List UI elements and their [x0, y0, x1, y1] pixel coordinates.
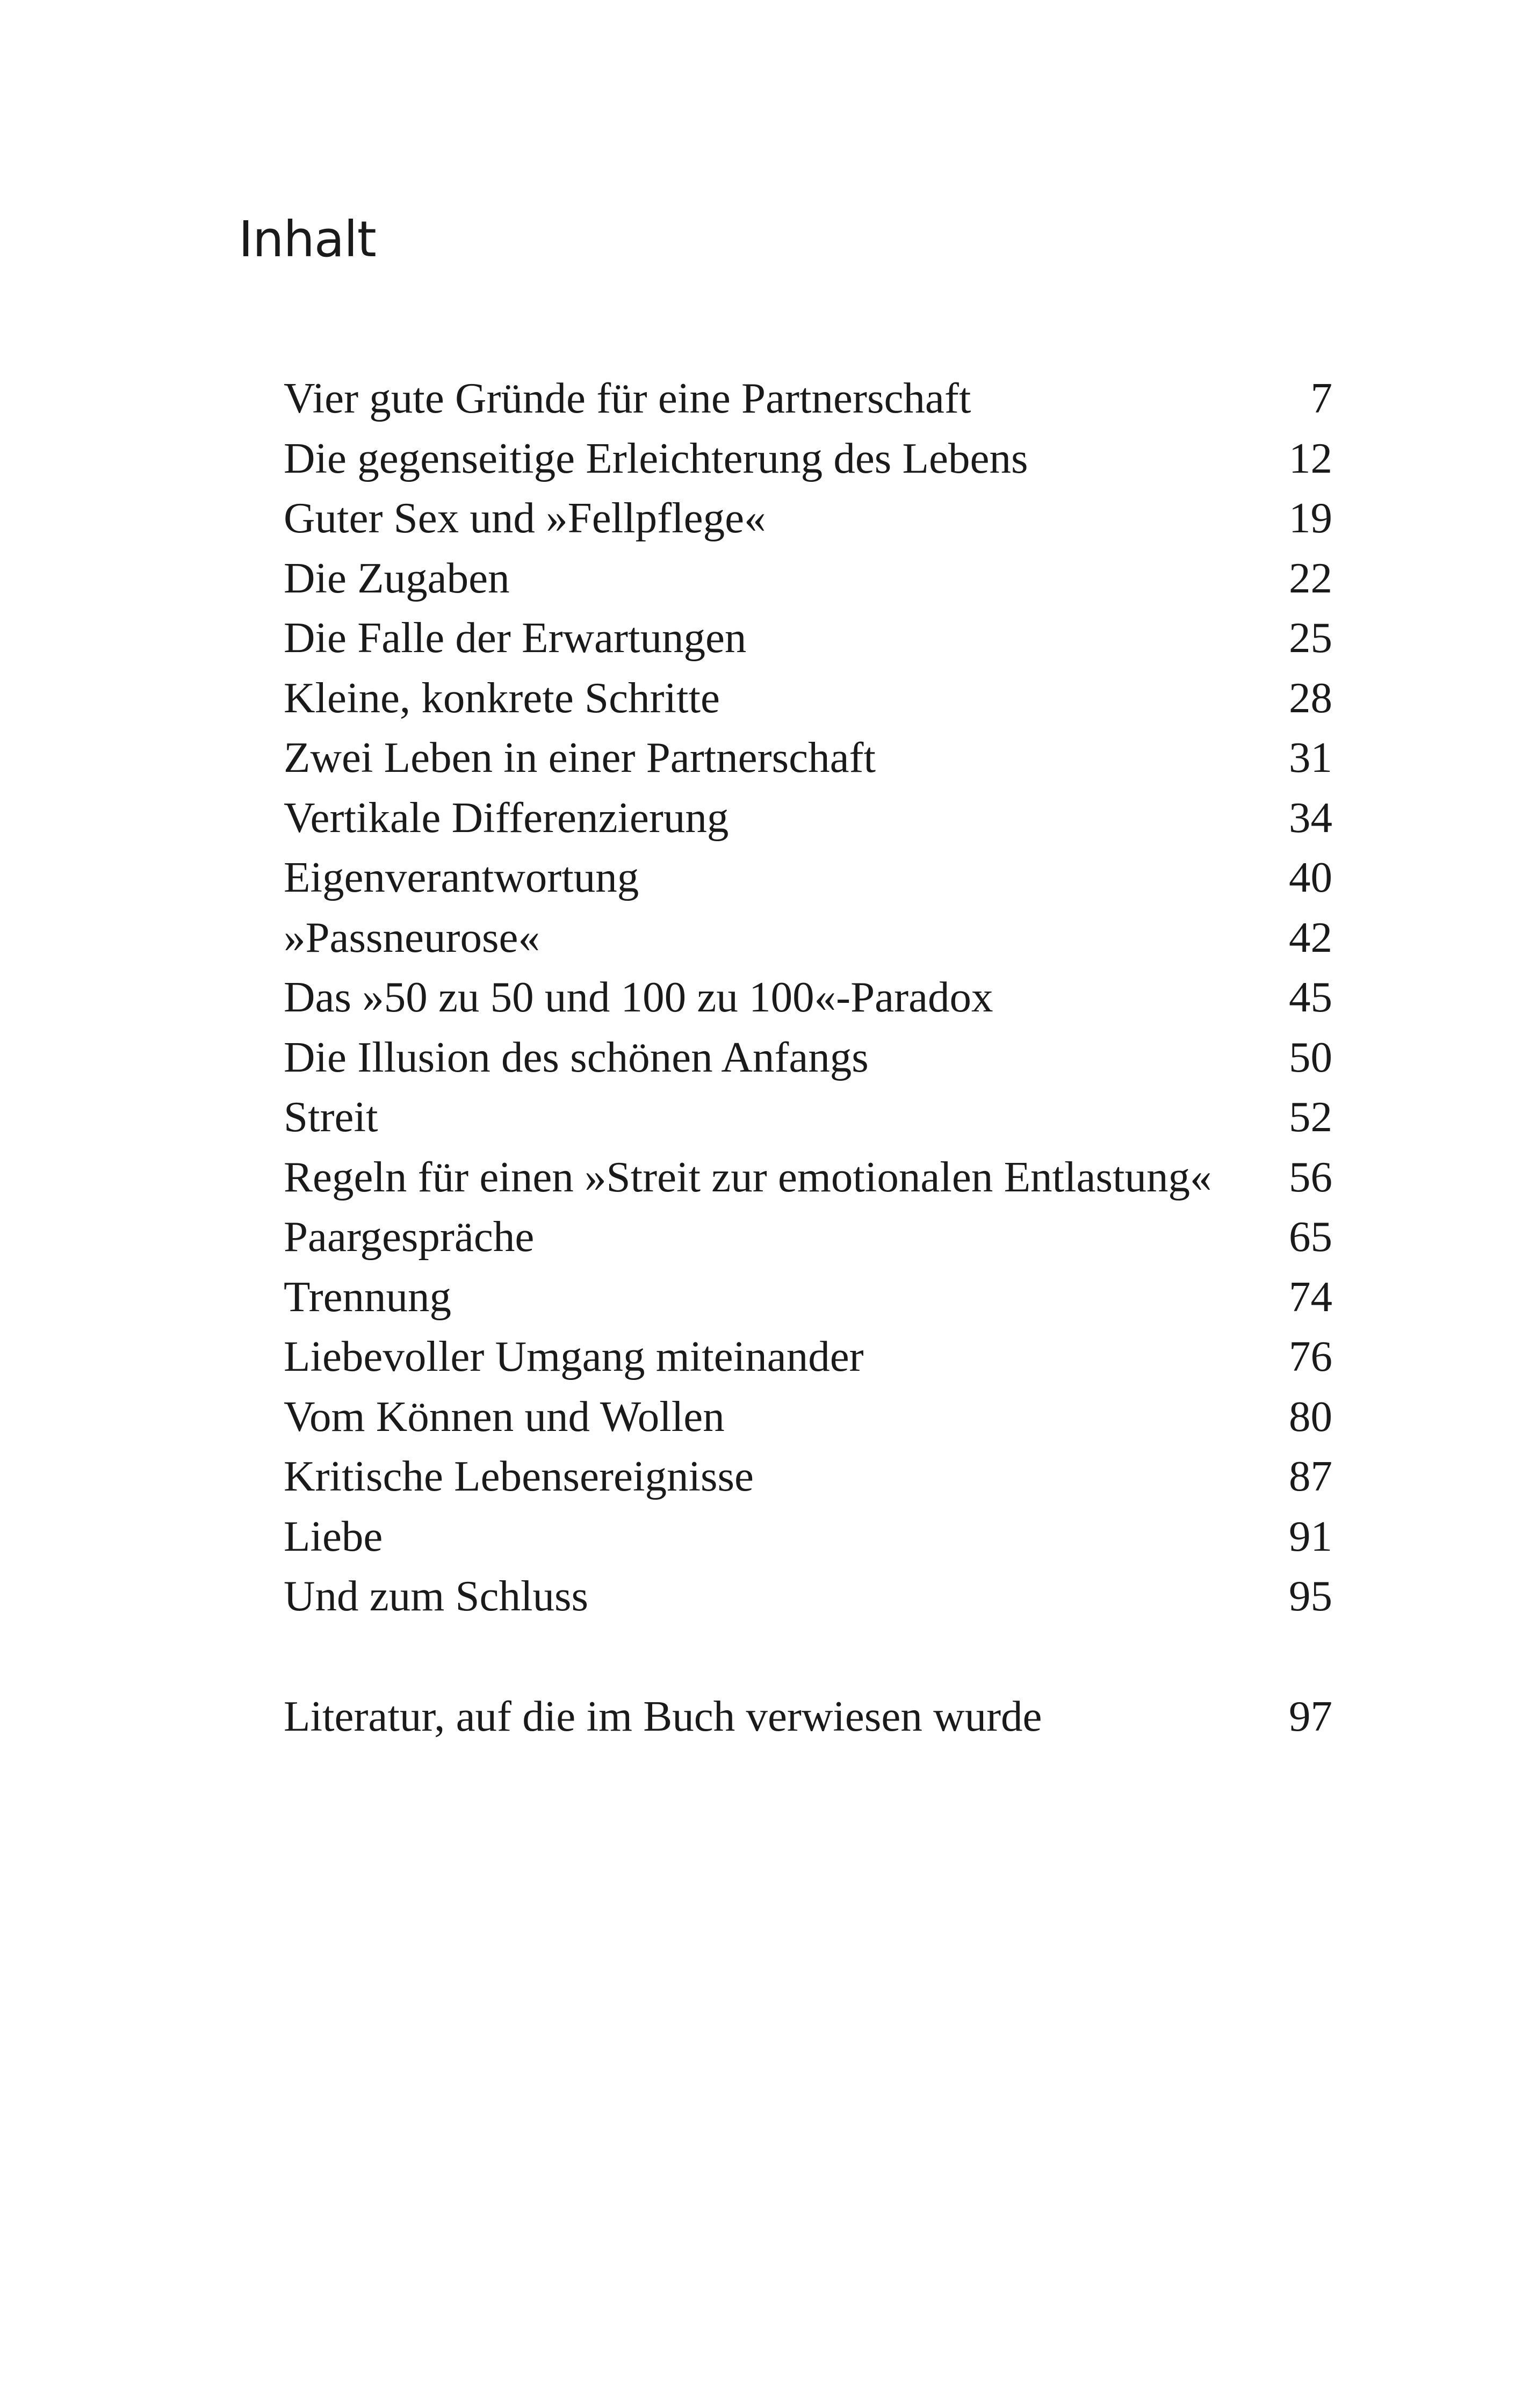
toc-entry-page: 31 — [1289, 733, 1332, 782]
toc-entry — [284, 608, 1332, 668]
toc-entry — [284, 967, 1332, 1028]
toc-entry-title: Liebevoller Umgang miteinander — [284, 1332, 864, 1380]
toc-entry-page: 87 — [1289, 1452, 1332, 1500]
toc-entry-title: Trennung — [284, 1272, 452, 1321]
toc-entry — [284, 548, 1332, 609]
toc-spacer — [284, 1626, 1332, 1687]
toc-entry-title: Vom Können und Wollen — [284, 1392, 725, 1441]
toc-entry — [284, 1147, 1332, 1207]
toc-entry-title: Und zum Schluss — [284, 1572, 588, 1620]
toc-entry-page: 97 — [1289, 1691, 1332, 1740]
toc-entry — [284, 1507, 1332, 1567]
toc-entry-page: 7 — [1310, 374, 1332, 422]
toc-entry-title: Kritische Lebensereignisse — [284, 1452, 754, 1500]
toc-entry-page: 22 — [1289, 553, 1332, 602]
toc-entry-page: 56 — [1289, 1152, 1332, 1201]
toc-entry-page: 50 — [1289, 1032, 1332, 1081]
toc-entry-page: 65 — [1289, 1212, 1332, 1261]
toc-entry-page: 28 — [1289, 673, 1332, 722]
toc-entry — [284, 788, 1332, 848]
toc-entry-page: 42 — [1289, 913, 1332, 961]
toc-entry-title: Vier gute Gründe für eine Partnerschaft — [284, 374, 971, 422]
toc-entry — [284, 1327, 1332, 1387]
table-of-contents — [284, 368, 1332, 1746]
toc-entry — [284, 1207, 1332, 1267]
toc-entry — [284, 1087, 1332, 1147]
toc-entry — [284, 668, 1332, 728]
toc-entry — [284, 1028, 1332, 1088]
toc-entry-title: Regeln für einen »Streit zur emotionalen Entlastung« — [284, 1152, 1212, 1201]
toc-entry-page: 34 — [1289, 793, 1332, 842]
toc-entry-page: 76 — [1289, 1332, 1332, 1380]
toc-entry — [284, 1566, 1332, 1626]
toc-entry-title: Paargespräche — [284, 1212, 535, 1261]
toc-entry-page: 91 — [1289, 1512, 1332, 1560]
toc-entry — [284, 728, 1332, 788]
toc-appendix-entry — [284, 1687, 1332, 1747]
toc-entry — [284, 368, 1332, 429]
toc-entry-title: Streit — [284, 1093, 378, 1141]
toc-entry-page: 80 — [1289, 1392, 1332, 1441]
toc-entry-title: Guter Sex und »Fellpflege« — [284, 494, 766, 542]
toc-entry — [284, 1447, 1332, 1507]
toc-entry — [284, 848, 1332, 908]
toc-entry-title: Die Zugaben — [284, 553, 510, 602]
toc-entry-page: 52 — [1289, 1093, 1332, 1141]
toc-entry-title: Zwei Leben in einer Partnerschaft — [284, 733, 876, 782]
toc-entry — [284, 488, 1332, 548]
toc-entry-title: Das »50 zu 50 und 100 zu 100«-Paradox — [284, 973, 993, 1021]
toc-entry-page: 74 — [1289, 1272, 1332, 1321]
toc-entry — [284, 1267, 1332, 1327]
page-title: Inhalt — [239, 211, 376, 268]
toc-entry-title: Die Falle der Erwartungen — [284, 613, 747, 662]
toc-entry-page: 40 — [1289, 853, 1332, 901]
toc-entry-title: Liebe — [284, 1512, 383, 1560]
toc-entry-title: Die Illusion des schönen Anfangs — [284, 1032, 869, 1081]
toc-entry-title: Kleine, konkrete Schritte — [284, 673, 720, 722]
toc-entry-title: Vertikale Differenzierung — [284, 793, 729, 842]
toc-entry-title: »Passneurose« — [284, 913, 540, 961]
toc-entry-title: Die gegenseitige Erleichterung des Lebens — [284, 433, 1028, 482]
toc-entry-title: Literatur, auf die im Buch verwiesen wurde — [284, 1691, 1042, 1740]
toc-entry-page: 95 — [1289, 1572, 1332, 1620]
toc-entry — [284, 429, 1332, 489]
toc-entry-page: 45 — [1289, 973, 1332, 1021]
toc-entry — [284, 1387, 1332, 1447]
toc-entry-title: Eigenverantwortung — [284, 853, 639, 901]
toc-entry — [284, 908, 1332, 968]
toc-entry-page: 19 — [1289, 494, 1332, 542]
toc-entry-page: 12 — [1289, 433, 1332, 482]
toc-entry-page: 25 — [1289, 613, 1332, 662]
